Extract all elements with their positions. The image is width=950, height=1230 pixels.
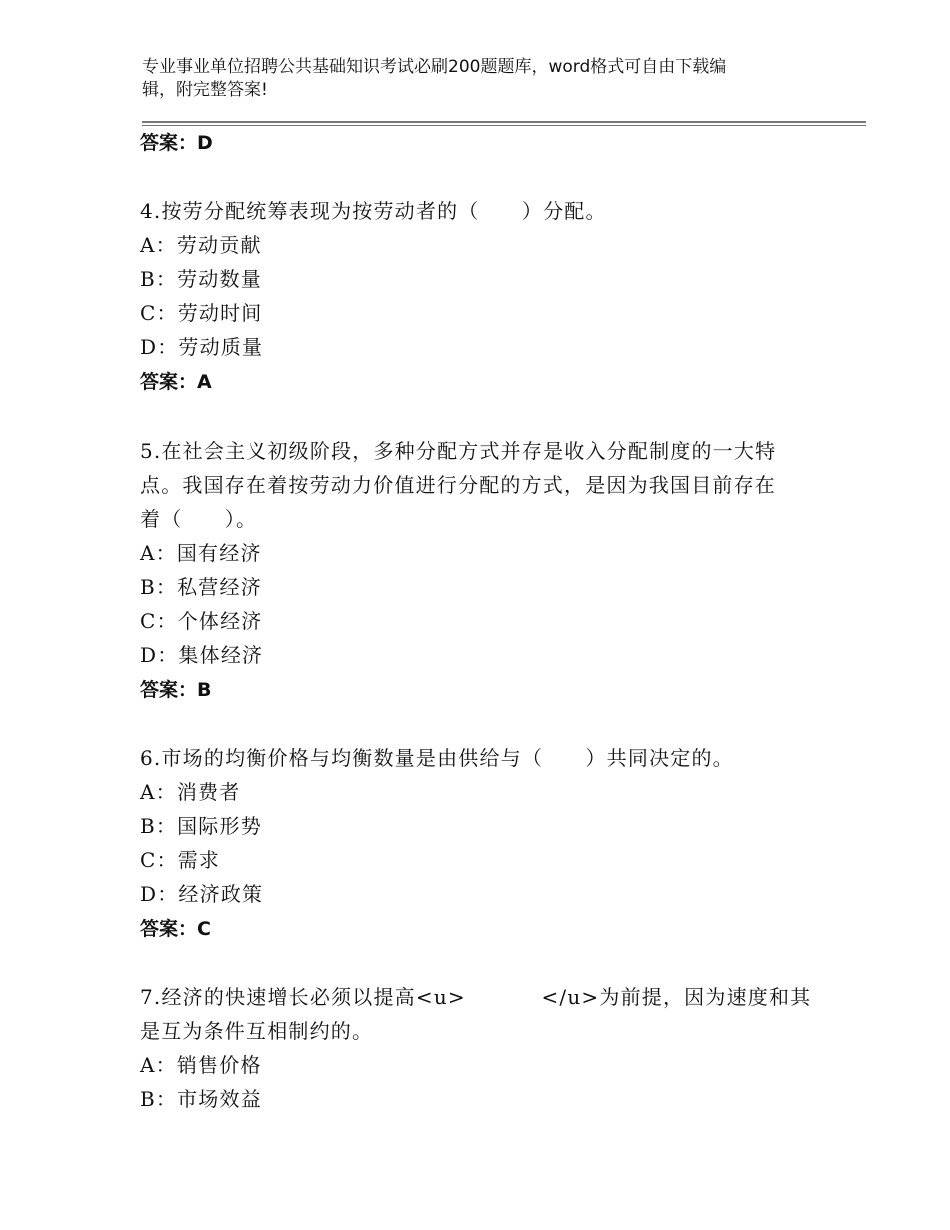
question-4-option-d: D：劳动质量	[140, 335, 264, 359]
header-line-2: 辑，附完整答案!	[142, 80, 268, 100]
question-5-answer: 答案：B	[140, 679, 212, 701]
question-5-stem-line-2: 点。我国存在着按劳动力价值进行分配的方式，是因为我国目前存在	[140, 473, 776, 497]
header-divider	[142, 121, 866, 123]
question-5-option-a: A：国有经济	[140, 541, 262, 565]
question-4-option-a: A：劳动贡献	[140, 233, 262, 257]
question-6-stem: 6.市场的均衡价格与均衡数量是由供给与（ ）共同决定的。	[140, 746, 734, 770]
question-4-answer: 答案：A	[140, 371, 212, 393]
header-divider-thin	[142, 125, 866, 126]
question-7-stem-line-2: 是互为条件互相制约的。	[140, 1019, 374, 1043]
question-4-option-b: B：劳动数量	[140, 267, 262, 291]
question-5-stem-line-1: 5.在社会主义初级阶段，多种分配方式并存是收入分配制度的一大特	[140, 439, 777, 463]
question-6-option-d: D：经济政策	[140, 882, 264, 906]
question-4-option-c: C：劳动时间	[140, 301, 263, 325]
question-6-answer: 答案：C	[140, 918, 211, 940]
question-5-option-d: D：集体经济	[140, 643, 264, 667]
question-6-option-c: C：需求	[140, 848, 221, 872]
question-6-option-a: A：消费者	[140, 780, 241, 804]
header-line-1: 专业事业单位招聘公共基础知识考试必刷200题题库，word格式可自由下载编	[142, 57, 727, 77]
question-6-option-b: B：国际形势	[140, 814, 262, 838]
question-7-option-a: A：销售价格	[140, 1053, 262, 1077]
question-7-stem-line-1: 7.经济的快速增长必须以提高<u> </u>为前提，因为速度和其	[140, 985, 812, 1009]
answer-label: 答案：D	[140, 132, 213, 154]
question-5-stem-line-3: 着（ ）。	[140, 507, 258, 531]
question-5-option-c: C：个体经济	[140, 609, 263, 633]
question-4-stem: 4.按劳分配统筹表现为按劳动者的（ ）分配。	[140, 199, 607, 223]
question-5-option-b: B：私营经济	[140, 575, 262, 599]
question-7-option-b: B：市场效益	[140, 1087, 262, 1111]
page-header	[142, 56, 792, 102]
